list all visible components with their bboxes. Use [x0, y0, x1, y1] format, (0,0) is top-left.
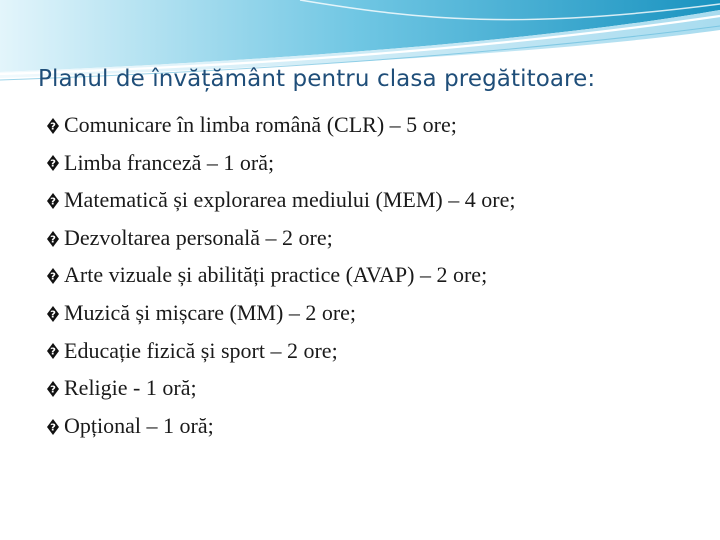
list-item: [46, 144, 515, 182]
list-item: [46, 369, 515, 407]
list-item-text: Limba franceză – 1 oră;: [64, 149, 275, 175]
svg-text:?: ?: [50, 121, 56, 133]
svg-text:?: ?: [50, 234, 56, 246]
replacement-char-icon: [46, 305, 60, 323]
svg-text:?: ?: [50, 271, 56, 283]
slide-title: Planul de învățământ pentru clasa pregătitoare:: [38, 66, 596, 92]
replacement-char-icon: [46, 267, 60, 285]
replacement-char-icon: [46, 192, 60, 210]
list-item-text: Educație fizică și sport – 2 ore;: [64, 337, 338, 363]
replacement-char-icon: [46, 418, 60, 436]
replacement-char-icon: [46, 380, 60, 398]
list-item: [46, 332, 515, 370]
replacement-char-icon: [46, 117, 60, 135]
list-item-text: Comunicare în limba română (CLR) – 5 ore;: [64, 112, 457, 137]
list-item-text: Dezvoltarea personală – 2 ore;: [64, 224, 333, 250]
list-item: [46, 256, 515, 294]
svg-text:?: ?: [50, 384, 56, 396]
replacement-char-icon: [46, 154, 60, 172]
list-item: [46, 106, 515, 144]
list-item: [46, 294, 515, 332]
list-item: [46, 181, 515, 219]
svg-text:?: ?: [50, 158, 56, 170]
list-item-text: Opțional – 1 oră;: [64, 412, 214, 438]
replacement-char-icon: [46, 342, 60, 360]
list-item-text: Matematică și explorarea mediului (MEM) – 4 ore;: [64, 187, 516, 213]
svg-text:?: ?: [50, 346, 56, 358]
replacement-char-icon: [46, 230, 60, 248]
svg-text:?: ?: [50, 196, 56, 208]
bullet-list: [46, 106, 515, 444]
list-item-text: Muzică și mișcare (MM) – 2 ore;: [64, 299, 357, 325]
svg-text:?: ?: [50, 309, 56, 321]
list-item-text: Arte vizuale și abilități practice (AVAP) – 2 ore;: [64, 262, 488, 288]
list-item: [46, 407, 515, 445]
svg-text:?: ?: [50, 422, 56, 434]
list-item-text: Religie - 1 oră;: [64, 375, 197, 401]
list-item: [46, 219, 515, 257]
